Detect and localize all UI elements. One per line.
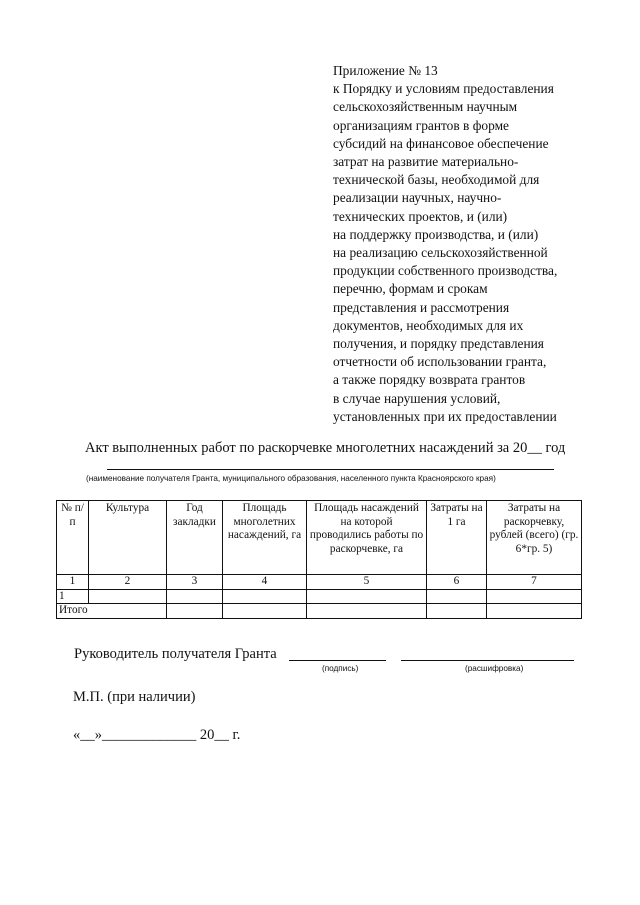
- appendix-line: реализации научных, научно-: [333, 190, 502, 206]
- column-number: 7: [487, 575, 582, 590]
- column-number: 5: [307, 575, 427, 590]
- total-label: Итого: [57, 604, 167, 619]
- appendix-line: получения, и порядку представления: [333, 336, 544, 352]
- works-table: [56, 500, 582, 619]
- table-cell: [427, 589, 487, 604]
- table-cell: [167, 589, 223, 604]
- appendix-block: [333, 62, 603, 426]
- column-number: 4: [223, 575, 307, 590]
- column-number: 3: [167, 575, 223, 590]
- appendix-line: установленных при их предоставлении: [333, 408, 557, 424]
- column-number: 1: [57, 575, 89, 590]
- appendix-line: технических проектов, и (или): [333, 208, 508, 224]
- table-cell: [427, 604, 487, 619]
- table-cell: [307, 604, 427, 619]
- table-cell: [89, 589, 167, 604]
- table-row: [57, 589, 582, 604]
- appendix-line: к Порядку и условиям предоставления: [333, 81, 554, 97]
- decoding-hint: (расшифровка): [465, 664, 524, 673]
- appendix-line: технической базы, необходимой для: [333, 172, 540, 188]
- signature-label: Руководитель получателя Гранта: [74, 646, 277, 662]
- table-cell: [487, 589, 582, 604]
- recipient-name-line: [107, 469, 554, 470]
- appendix-line: организациям грантов в форме: [333, 117, 509, 133]
- appendix-line: в случае нарушения условий,: [333, 390, 501, 406]
- appendix-line: продукции собственного производства,: [333, 263, 558, 279]
- header-cleared-area: Площадь насаждений на которой проводились работы по раскорчевке, га: [307, 501, 427, 575]
- header-culture: Культура: [89, 501, 167, 575]
- decoding-line: [401, 660, 574, 661]
- table-cell: 1: [57, 589, 89, 604]
- header-year: Год закладки: [167, 501, 223, 575]
- total-row: [57, 604, 582, 619]
- header-cost-per-ha: Затраты на 1 га: [427, 501, 487, 575]
- table-cell: [307, 589, 427, 604]
- date-line: «__»_____________ 20__ г.: [73, 727, 241, 743]
- appendix-line: субсидий на финансовое обеспечение: [333, 135, 549, 151]
- appendix-line: отчетности об использовании гранта,: [333, 354, 547, 370]
- column-number: 2: [89, 575, 167, 590]
- table-cell: [487, 604, 582, 619]
- appendix-line: сельскохозяйственным научным: [333, 99, 518, 115]
- column-number-row: [57, 575, 582, 590]
- stamp-label: М.П. (при наличии): [73, 689, 196, 705]
- appendix-line: затрат на развитие материально-: [333, 154, 519, 170]
- appendix-line: документов, необходимых для их: [333, 317, 524, 333]
- recipient-hint: (наименование получателя Гранта, муниципального образования, населенного пункта Красноярского края): [86, 474, 496, 483]
- table-header-row: [57, 501, 582, 575]
- appendix-line: Приложение № 13: [333, 63, 438, 78]
- act-title: Акт выполненных работ по раскорчевке многолетних насаждений за 20__ год: [85, 440, 566, 456]
- appendix-line: перечню, формам и срокам: [333, 281, 488, 297]
- appendix-line: представления и рассмотрения: [333, 299, 510, 315]
- column-number: 6: [427, 575, 487, 590]
- header-number: № п/п: [57, 501, 89, 575]
- appendix-line: на поддержку производства, и (или): [333, 226, 539, 242]
- table-cell: [223, 589, 307, 604]
- header-area: Площадь многолетних насаждений, га: [223, 501, 307, 575]
- table-cell: [223, 604, 307, 619]
- header-total-cost: Затраты на раскорчевку, рублей (всего) (гр. 6*гр. 5): [487, 501, 582, 575]
- signature-line: [289, 660, 386, 661]
- appendix-line: а также порядку возврата грантов: [333, 372, 526, 388]
- appendix-line: на реализацию сельскохозяйственной: [333, 245, 548, 261]
- table-cell: [167, 604, 223, 619]
- signature-hint: (подпись): [322, 664, 359, 673]
